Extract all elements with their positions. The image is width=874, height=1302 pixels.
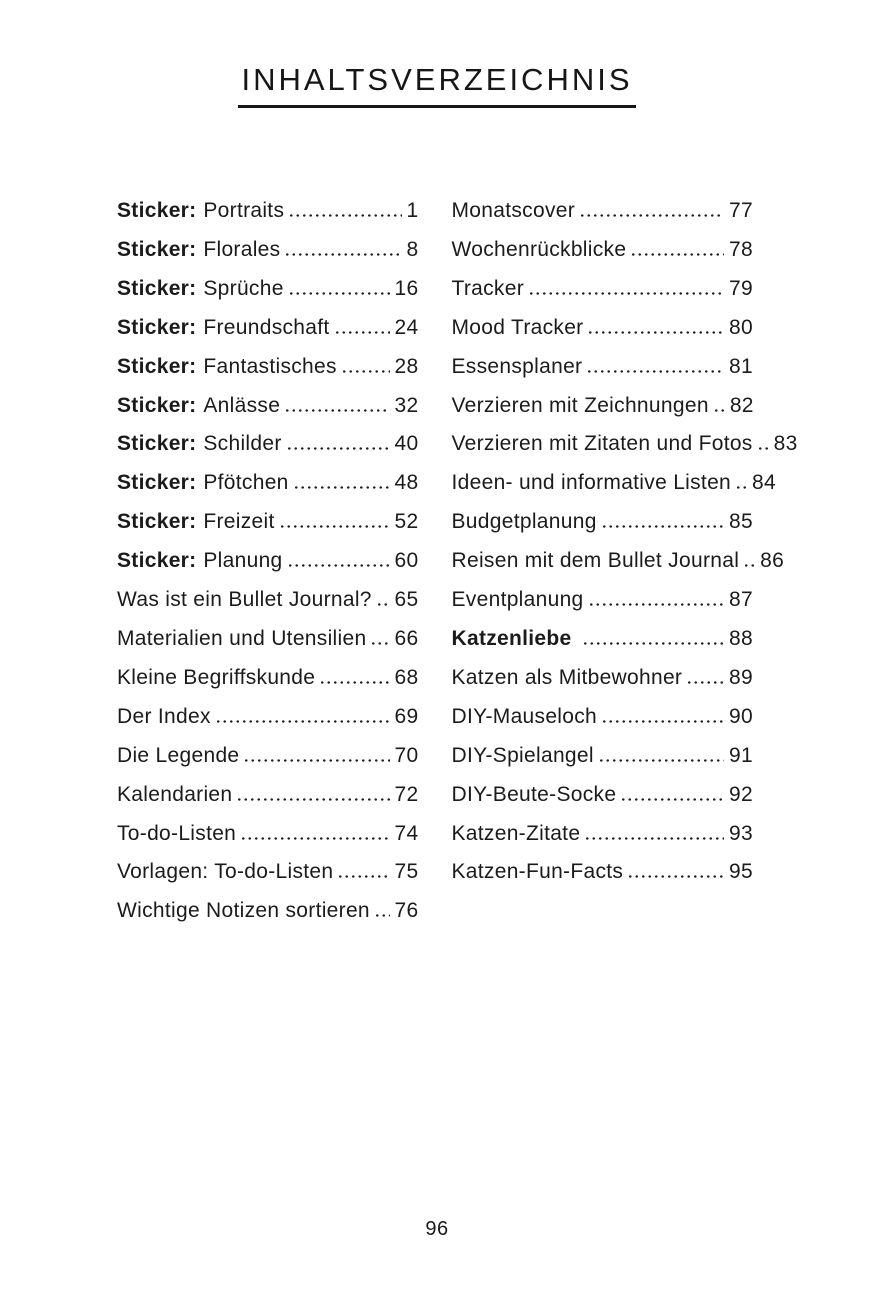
toc-entry xyxy=(452,776,754,815)
dot-leader xyxy=(370,642,389,645)
toc-entry-text: Mood Tracker xyxy=(451,315,584,339)
toc-entry xyxy=(117,425,419,464)
toc-entry-prefix: Sticker: xyxy=(117,432,197,456)
toc-columns xyxy=(117,192,798,931)
toc-entry-prefix: Sticker: xyxy=(117,237,197,261)
dot-leader xyxy=(601,525,724,528)
toc-entry xyxy=(117,581,419,620)
toc-entry-label xyxy=(452,815,581,854)
toc-entry-text: Budgetplanung xyxy=(451,510,597,534)
toc-entry-page: 69 xyxy=(394,704,419,728)
toc-entry-label xyxy=(452,503,597,542)
toc-entry-text: Tracker xyxy=(451,276,524,300)
toc-entry-label xyxy=(452,270,525,309)
toc-entry-page: 81 xyxy=(729,354,753,378)
toc-entry-page: 84 xyxy=(752,471,776,495)
toc-entry-text: Monatscover xyxy=(451,199,576,222)
toc-entry xyxy=(117,503,419,542)
toc-entry-label xyxy=(117,698,211,737)
toc-entry-text: Freundschaft xyxy=(203,315,330,339)
toc-entry-label xyxy=(452,737,594,776)
toc-entry xyxy=(452,270,754,309)
toc-entry-text: Katzen-Zitate xyxy=(451,821,581,845)
dot-leader xyxy=(584,837,724,840)
toc-entry xyxy=(452,620,754,659)
toc-entry-prefix: Sticker: xyxy=(117,549,197,573)
toc-entry-prefix: Katzenliebe xyxy=(451,626,572,650)
toc-entry-text: Ideen- und informative Listen xyxy=(451,471,732,495)
toc-entry-text: Wichtige Notizen sortieren xyxy=(117,899,370,923)
toc-entry-page: 52 xyxy=(394,510,419,534)
toc-entry-label xyxy=(117,892,370,931)
toc-entry-label xyxy=(452,776,617,815)
toc-entry-label xyxy=(452,348,583,387)
toc-entry-text: Florales xyxy=(203,237,281,261)
dot-leader xyxy=(288,214,401,217)
toc-entry-prefix: Sticker: xyxy=(117,393,197,417)
dot-leader xyxy=(579,214,724,217)
toc-entry-label xyxy=(117,425,282,464)
dot-leader xyxy=(528,292,724,295)
toc-entry-label xyxy=(452,231,627,270)
toc-entry xyxy=(117,737,419,776)
page-number: 96 xyxy=(425,1218,449,1240)
toc-entry xyxy=(117,387,419,426)
toc-entry-page: 60 xyxy=(394,549,419,573)
toc-entry xyxy=(452,309,754,348)
toc-entry xyxy=(452,581,754,620)
toc-entry-text: Verzieren mit Zitaten und Fotos xyxy=(451,432,753,456)
toc-entry-label xyxy=(117,503,275,542)
toc-entry-label xyxy=(452,542,740,581)
toc-entry xyxy=(452,853,754,892)
toc-entry-page: 89 xyxy=(729,665,753,689)
toc-entry-text: Materialien und Utensilien xyxy=(117,626,367,650)
toc-entry xyxy=(117,620,419,659)
dot-leader xyxy=(735,486,747,489)
toc-entry xyxy=(452,737,754,776)
toc-entry-page: 48 xyxy=(394,471,419,495)
dot-leader xyxy=(284,409,389,412)
toc-entry-prefix: Sticker: xyxy=(117,199,197,222)
dot-leader xyxy=(240,837,389,840)
dot-leader xyxy=(243,759,389,762)
toc-entry-page: 8 xyxy=(406,237,419,261)
toc-entry xyxy=(117,464,419,503)
toc-entry-label xyxy=(452,309,584,348)
dot-leader xyxy=(376,603,390,606)
toc-entry-page: 28 xyxy=(394,354,419,378)
toc-entry-label xyxy=(117,464,289,503)
dot-leader xyxy=(293,486,390,489)
toc-entry-page: 77 xyxy=(729,199,753,222)
toc-entry-label xyxy=(117,620,366,659)
toc-entry xyxy=(452,348,754,387)
dot-leader xyxy=(288,292,390,295)
toc-entry-label xyxy=(452,192,576,231)
toc-entry-page: 88 xyxy=(729,626,753,650)
toc-entry-text: Anlässe xyxy=(203,393,281,417)
toc-entry xyxy=(452,659,754,698)
toc-entry-page: 40 xyxy=(394,432,419,456)
toc-entry xyxy=(452,231,754,270)
toc-entry-label xyxy=(117,309,330,348)
toc-entry-text: Katzen-Fun-Facts xyxy=(451,860,624,884)
toc-entry-label xyxy=(452,659,683,698)
toc-entry-page: 83 xyxy=(773,432,798,456)
toc-entry-page: 80 xyxy=(729,315,753,339)
toc-entry-label xyxy=(117,387,280,426)
toc-entry-label xyxy=(117,192,284,231)
toc-entry-text: Freizeit xyxy=(203,510,275,534)
toc-entry xyxy=(452,698,754,737)
toc-entry-page: 75 xyxy=(394,860,419,884)
toc-entry-text: Der Index xyxy=(117,704,211,728)
toc-entry xyxy=(117,231,419,270)
toc-entry-label xyxy=(452,698,598,737)
toc-entry-prefix: Sticker: xyxy=(117,354,197,378)
dot-leader xyxy=(215,720,390,723)
dot-leader xyxy=(598,759,724,762)
toc-entry-label xyxy=(117,581,372,620)
toc-entry-text: Vorlagen: To-do-Listen xyxy=(117,860,334,884)
toc-entry xyxy=(451,425,798,464)
dot-leader xyxy=(582,642,724,645)
dot-leader xyxy=(587,331,724,334)
toc-entry-text: Verzieren mit Zeichnungen xyxy=(451,393,709,417)
toc-entry-label xyxy=(117,348,337,387)
toc-entry-label xyxy=(452,620,579,659)
toc-entry-page: 24 xyxy=(394,315,419,339)
toc-entry-prefix: Sticker: xyxy=(117,471,197,495)
toc-entry-page: 76 xyxy=(394,899,419,923)
dot-leader xyxy=(588,603,724,606)
toc-entry-label xyxy=(117,231,280,270)
toc-entry xyxy=(117,270,419,309)
dot-leader xyxy=(620,798,724,801)
toc-entry-page: 87 xyxy=(729,588,753,612)
dot-leader xyxy=(627,875,724,878)
toc-entry-page: 16 xyxy=(394,276,419,300)
toc-entry xyxy=(117,815,419,854)
toc-entry-label xyxy=(117,737,239,776)
toc-entry-page: 91 xyxy=(729,743,753,767)
dot-leader xyxy=(286,447,390,450)
toc-entry-page: 95 xyxy=(729,860,753,884)
toc-entry-page: 93 xyxy=(729,821,753,845)
toc-entry xyxy=(451,464,776,503)
toc-entry xyxy=(452,815,754,854)
dot-leader xyxy=(743,564,755,567)
toc-entry-page: 1 xyxy=(406,199,419,222)
dot-leader xyxy=(630,253,724,256)
toc-entry-label xyxy=(117,270,284,309)
toc-entry-label xyxy=(117,659,315,698)
toc-entry xyxy=(117,542,419,581)
toc-entry-page: 86 xyxy=(760,549,785,573)
toc-entry-label xyxy=(117,542,283,581)
toc-entry-label xyxy=(117,776,232,815)
toc-entry xyxy=(117,348,419,387)
toc-entry-prefix: Sticker: xyxy=(117,276,197,300)
toc-entry xyxy=(117,853,419,892)
toc-entry xyxy=(117,698,419,737)
dot-leader xyxy=(341,370,390,373)
toc-entry-text: Eventplanung xyxy=(451,588,584,612)
toc-entry-text: DIY-Beute-Socke xyxy=(451,782,617,806)
toc-entry-text: Reisen mit dem Bullet Journal xyxy=(451,549,740,573)
dot-leader xyxy=(374,914,390,917)
toc-page xyxy=(0,62,874,1240)
toc-entry-text: DIY-Spielangel xyxy=(451,743,594,767)
page-title: INHALTSVERZEICHNIS xyxy=(238,62,635,108)
toc-entry-text: Schilder xyxy=(203,432,282,456)
toc-entry-label xyxy=(117,815,236,854)
dot-leader xyxy=(686,681,724,684)
toc-entry-page: 78 xyxy=(729,237,753,261)
toc-entry xyxy=(117,192,419,231)
dot-leader xyxy=(713,409,725,412)
dot-leader xyxy=(284,253,401,256)
dot-leader xyxy=(586,370,724,373)
dot-leader xyxy=(334,331,390,334)
dot-leader xyxy=(236,798,389,801)
toc-entry-page: 92 xyxy=(729,782,753,806)
toc-entry-page: 72 xyxy=(394,782,419,806)
toc-entry-label xyxy=(452,853,624,892)
toc-entry-text: Portraits xyxy=(203,199,285,222)
toc-entry xyxy=(452,387,754,426)
toc-entry-text: Kalendarien xyxy=(117,782,233,806)
toc-entry-text: Fantastisches xyxy=(203,354,337,378)
toc-entry-label xyxy=(452,425,753,464)
dot-leader xyxy=(279,525,390,528)
toc-entry-label xyxy=(452,464,732,503)
toc-entry xyxy=(117,892,419,931)
toc-entry-page: 74 xyxy=(394,821,419,845)
toc-entry-text: Katzen als Mitbewohner xyxy=(451,665,683,689)
toc-entry-page: 32 xyxy=(394,393,419,417)
toc-entry-prefix: Sticker: xyxy=(117,315,197,339)
toc-entry-text: Die Legende xyxy=(117,743,240,767)
toc-entry-text: Sprüche xyxy=(203,276,284,300)
toc-entry-page: 90 xyxy=(729,704,753,728)
toc-entry-text: Essensplaner xyxy=(451,354,583,378)
dot-leader xyxy=(757,447,769,450)
toc-entry-label xyxy=(452,581,584,620)
toc-entry xyxy=(117,659,419,698)
toc-entry-label xyxy=(117,853,333,892)
toc-entry-page: 82 xyxy=(729,393,754,417)
toc-entry xyxy=(117,776,419,815)
toc-entry-page: 70 xyxy=(394,743,419,767)
toc-entry-label xyxy=(452,387,709,426)
toc-column-right xyxy=(451,192,798,931)
toc-entry-prefix: Sticker: xyxy=(117,510,197,534)
toc-entry-text: Pfötchen xyxy=(203,471,289,495)
toc-entry xyxy=(451,542,785,581)
toc-entry-text: To-do-Listen xyxy=(117,821,237,845)
dot-leader xyxy=(337,875,389,878)
toc-entry-page: 85 xyxy=(729,510,753,534)
dot-leader xyxy=(319,681,389,684)
toc-entry xyxy=(452,503,754,542)
toc-entry-page: 79 xyxy=(729,276,753,300)
dot-leader xyxy=(287,564,390,567)
toc-entry-text: Wochenrückblicke xyxy=(451,237,627,261)
toc-entry-text: Kleine Begriffskunde xyxy=(117,665,316,689)
toc-entry-text: Planung xyxy=(203,549,283,573)
toc-entry-page: 68 xyxy=(394,665,419,689)
toc-entry-text: Was ist ein Bullet Journal? xyxy=(117,588,372,612)
toc-entry-page: 66 xyxy=(394,626,419,650)
toc-entry xyxy=(117,309,419,348)
toc-entry-page: 65 xyxy=(394,588,419,612)
dot-leader xyxy=(601,720,724,723)
toc-column-left xyxy=(117,192,419,931)
toc-entry xyxy=(452,192,754,231)
toc-entry-text: DIY-Mauseloch xyxy=(451,704,598,728)
